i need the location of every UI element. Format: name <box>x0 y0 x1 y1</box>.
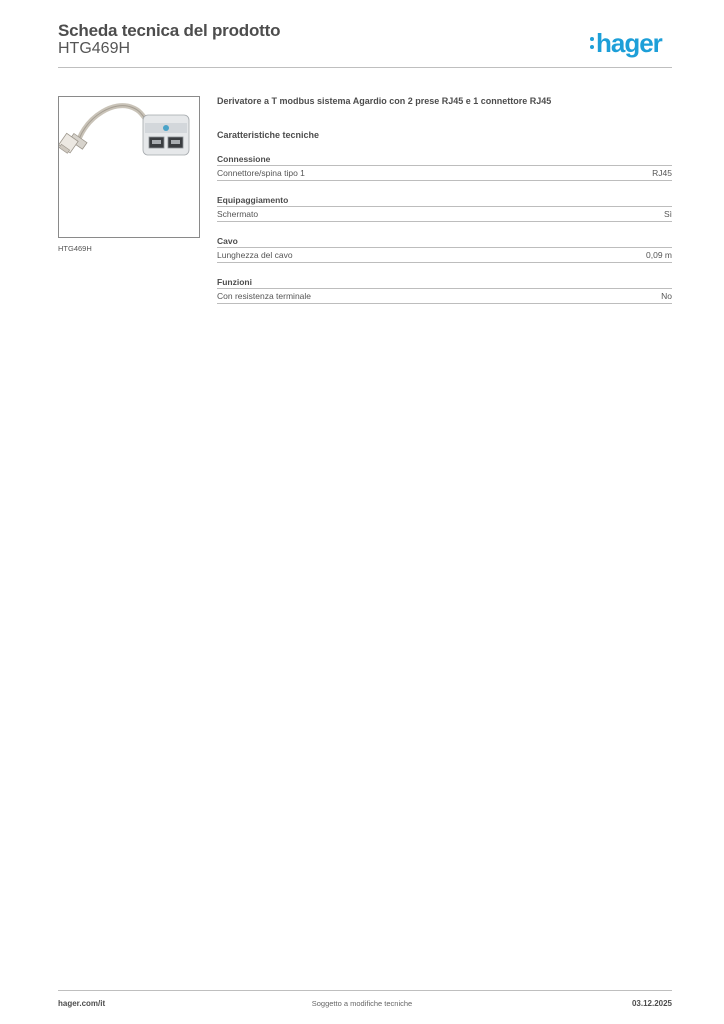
footer-date: 03.12.2025 <box>631 999 672 1008</box>
spec-group <box>217 236 672 263</box>
product-image <box>58 96 200 238</box>
spec-label: Con resistenza terminale <box>217 291 312 301</box>
spec-row <box>217 288 672 304</box>
spec-label: Lunghezza del cavo <box>217 250 293 260</box>
spec-row <box>217 247 672 263</box>
spec-label: Schermato <box>217 209 259 219</box>
header-divider <box>58 67 672 68</box>
spec-group <box>217 154 672 181</box>
spec-group <box>217 277 672 304</box>
product-description: Derivatore a T modbus sistema Agardio con 2 prese RJ45 e 1 connettore RJ45 <box>217 96 552 106</box>
spec-group-title: Cavo <box>217 236 238 246</box>
footer-note: Soggetto a modifiche tecniche <box>311 999 413 1008</box>
spec-group-title: Connessione <box>217 154 271 164</box>
footer-divider <box>58 990 672 991</box>
spec-row <box>217 165 672 181</box>
product-code: HTG469H <box>58 40 131 57</box>
section-title: Caratteristiche tecniche <box>217 130 320 140</box>
spec-group-title: Funzioni <box>217 277 252 287</box>
spec-row <box>217 206 672 222</box>
spec-value: RJ45 <box>652 168 672 178</box>
product-details <box>217 96 672 304</box>
spec-value: Sì <box>663 209 672 219</box>
footer-website-link[interactable]: hager.com/it <box>58 999 106 1008</box>
logo-wordmark: hager <box>596 28 662 58</box>
spec-label: Connettore/spina tipo 1 <box>217 168 305 178</box>
image-caption: HTG469H <box>58 244 92 253</box>
spec-group <box>217 195 672 222</box>
header-title: Scheda tecnica del prodotto <box>58 21 281 40</box>
spec-value: No <box>661 291 672 301</box>
spec-group-title: Equipaggiamento <box>217 195 289 205</box>
spec-value: 0,09 m <box>646 250 672 260</box>
rj45-t-adapter-icon <box>59 97 199 237</box>
logo-dots-icon <box>590 35 594 51</box>
hager-logo[interactable] <box>590 28 662 58</box>
